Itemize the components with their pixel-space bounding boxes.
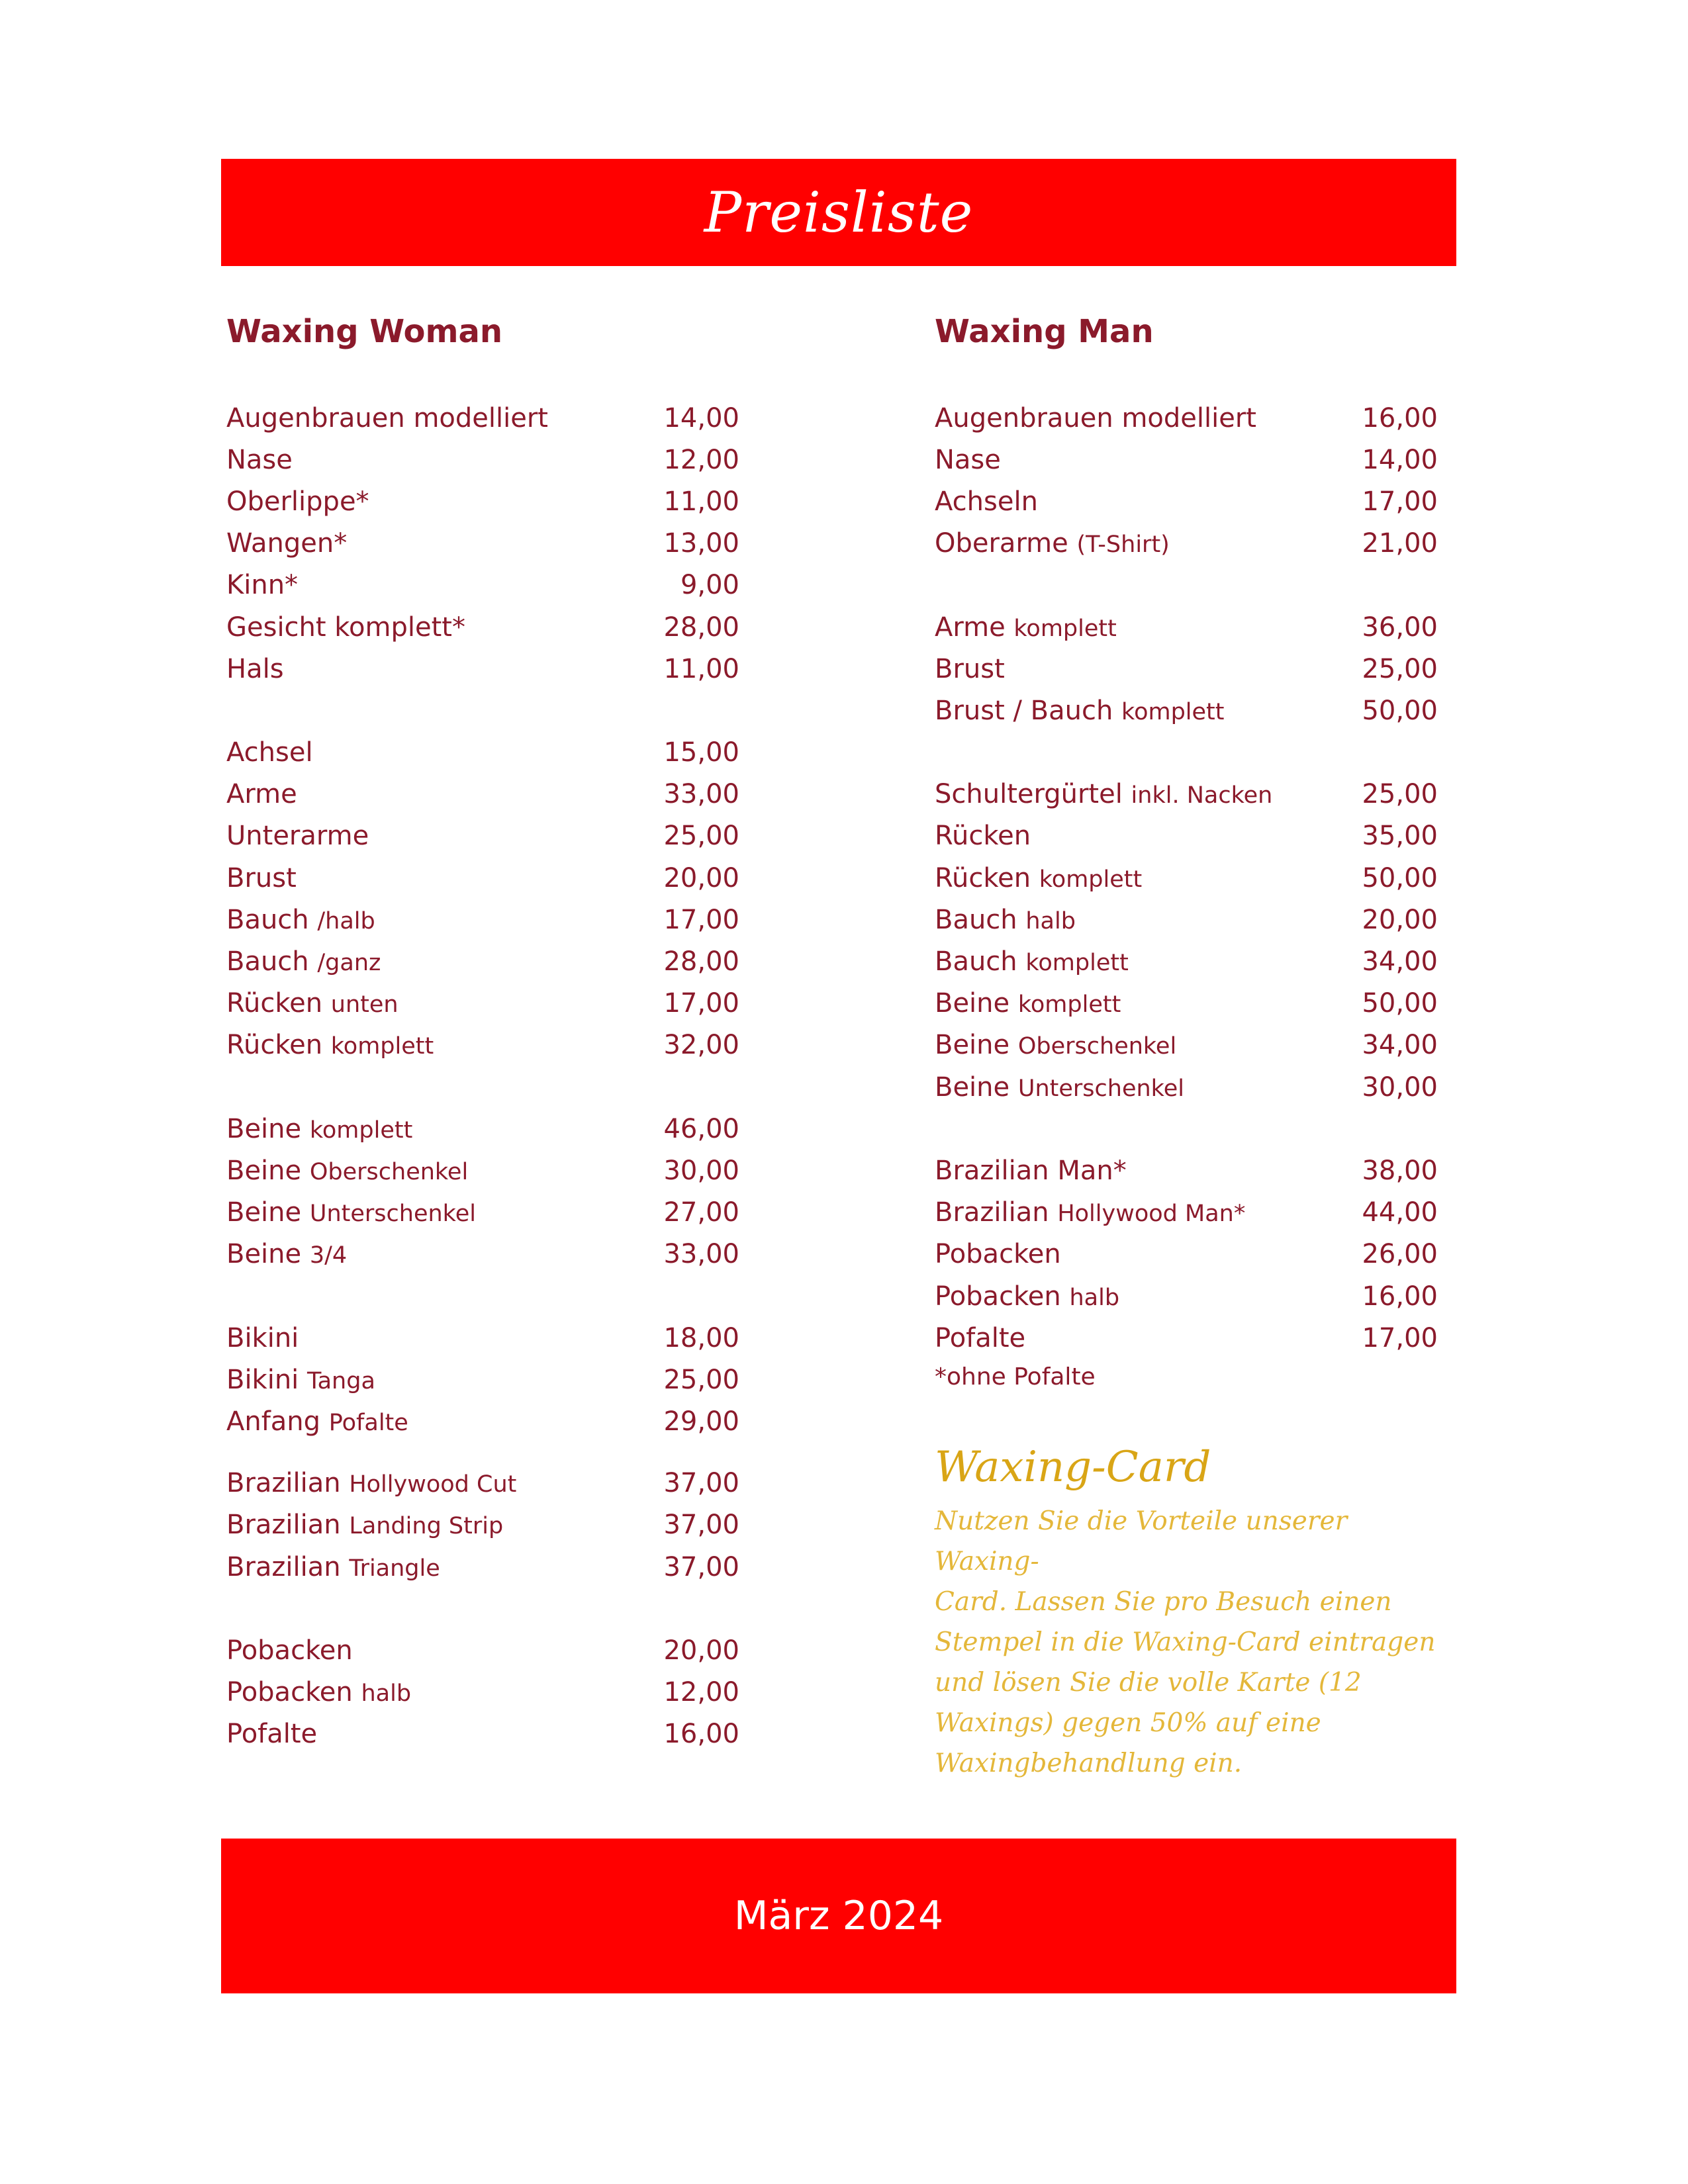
item-label (226, 1113, 413, 1144)
item-detail: komplett (1013, 615, 1117, 642)
item-label (226, 1030, 434, 1061)
price-row (226, 480, 743, 522)
item-label (935, 1071, 1184, 1103)
price-row (935, 983, 1438, 1024)
item-price: 26,00 (1362, 1239, 1438, 1270)
item-label (226, 1637, 353, 1664)
item-label (226, 1199, 476, 1226)
waxing-card-line: Waxingbehandlung ein. (935, 1749, 1243, 1778)
item-detail: inkl. Nacken (1131, 782, 1273, 809)
item-name: Rücken (226, 1030, 323, 1061)
item-name: Pobacken (226, 1677, 353, 1708)
item-label (935, 614, 1117, 641)
price-row (935, 940, 1438, 982)
item-price: 34,00 (1362, 1030, 1438, 1061)
item-label (935, 530, 1170, 557)
item-name: Brazilian (226, 1551, 341, 1582)
price-row (226, 1150, 743, 1191)
price-row (226, 774, 743, 815)
item-detail: komplett (1039, 866, 1143, 893)
item-label (226, 904, 375, 935)
price-row (935, 690, 1438, 731)
section-heading-woman: Waxing Woman (226, 313, 503, 350)
group-spacer (226, 1443, 743, 1463)
price-row (226, 1463, 743, 1504)
item-name: Arme (935, 612, 1006, 643)
item-name: Kinn* (226, 570, 299, 601)
price-row (226, 732, 743, 774)
footer-date: März 2024 (733, 1893, 944, 1939)
item-label (226, 653, 284, 684)
item-label (226, 862, 297, 893)
item-label (226, 1679, 411, 1706)
item-price: 25,00 (663, 1364, 739, 1395)
item-price: 12,00 (663, 1677, 739, 1708)
item-price: 28,00 (663, 612, 739, 643)
item-detail: /halb (317, 907, 375, 934)
item-price: 25,00 (663, 821, 739, 852)
item-price: 12,00 (663, 444, 739, 475)
item-price: 50,00 (1362, 988, 1438, 1019)
item-name: Arme (226, 779, 297, 810)
item-detail: Unterschenkel (1017, 1075, 1184, 1102)
waxing-man-column (935, 304, 1438, 1395)
item-name: Bikini (226, 1364, 299, 1395)
item-price: 32,00 (663, 1030, 739, 1061)
price-row (935, 899, 1438, 940)
item-label (935, 488, 1038, 515)
footer-bar (221, 1839, 1456, 1993)
item-name: Pobacken (935, 1239, 1061, 1270)
item-name: Pobacken (226, 1635, 353, 1666)
item-detail: komplett (1017, 991, 1121, 1019)
price-row (226, 1234, 743, 1275)
item-label (226, 530, 347, 557)
item-price: 17,00 (1362, 486, 1438, 517)
item-name: Brust / Bauch (935, 695, 1113, 726)
price-row (226, 1713, 743, 1755)
item-label (935, 695, 1225, 726)
item-name: Brazilian (935, 1197, 1049, 1228)
price-list-woman (226, 397, 743, 1755)
price-row (226, 397, 743, 439)
item-name: Nase (935, 444, 1001, 475)
item-detail: Landing Strip (349, 1513, 504, 1540)
item-name: Beine (226, 1197, 302, 1228)
item-detail: 3/4 (309, 1242, 348, 1269)
price-row (226, 899, 743, 940)
item-label (935, 946, 1129, 978)
group-spacer (935, 565, 1438, 606)
item-price: 33,00 (663, 779, 739, 810)
item-price: 36,00 (1362, 612, 1438, 643)
item-detail: halb (1025, 907, 1076, 934)
item-price: 20,00 (1362, 904, 1438, 935)
item-label (226, 614, 465, 641)
item-price: 11,00 (663, 486, 739, 517)
price-row (935, 1234, 1438, 1275)
item-name: Wangen* (226, 528, 348, 559)
item-name: Brazilian (226, 1510, 341, 1541)
section-heading-man: Waxing Man (935, 313, 1154, 350)
item-name: Anfang (226, 1406, 321, 1437)
item-name: Oberarme (935, 528, 1068, 559)
item-label (226, 821, 369, 852)
price-list-man (935, 397, 1438, 1359)
item-name: Bauch (226, 946, 309, 978)
page-title: Preisliste (704, 180, 974, 245)
item-label (226, 739, 313, 766)
item-price: 44,00 (1362, 1197, 1438, 1228)
price-row (935, 606, 1438, 648)
item-label (226, 1364, 375, 1395)
price-row (226, 857, 743, 899)
price-row (226, 940, 743, 982)
item-price: 50,00 (1362, 695, 1438, 726)
group-spacer (935, 1108, 1438, 1150)
item-price: 17,00 (1362, 1322, 1438, 1353)
price-row (226, 1359, 743, 1400)
price-row (226, 1629, 743, 1671)
item-name: Rücken (226, 988, 323, 1019)
item-name: Bauch (935, 946, 1017, 978)
footnote: *ohne Pofalte (935, 1363, 1096, 1391)
item-price: 37,00 (663, 1468, 739, 1499)
price-row (935, 815, 1438, 857)
item-name: Gesicht komplett* (226, 612, 465, 643)
item-price: 30,00 (1362, 1071, 1438, 1103)
item-detail: halb (1069, 1284, 1120, 1311)
item-label (935, 1030, 1177, 1061)
item-label (226, 946, 381, 978)
item-name: Schultergürtel (935, 779, 1123, 810)
item-name: Brazilian (226, 1468, 341, 1499)
price-row (226, 565, 743, 606)
item-price: 16,00 (1362, 402, 1438, 433)
item-label (226, 1239, 348, 1270)
item-name: Brust (226, 862, 297, 893)
item-price: 37,00 (663, 1551, 739, 1582)
waxing-card-box (935, 1443, 1458, 1784)
item-label (935, 1199, 1245, 1226)
item-price: 33,00 (663, 1239, 739, 1270)
price-row (226, 439, 743, 480)
price-row (226, 523, 743, 565)
item-detail: komplett (330, 1033, 434, 1060)
item-label (226, 779, 297, 810)
item-price: 11,00 (663, 653, 739, 684)
price-row (226, 606, 743, 648)
item-price: 14,00 (1362, 444, 1438, 475)
item-label (226, 1155, 469, 1186)
item-name: Rücken (935, 862, 1031, 893)
item-label (226, 402, 548, 433)
waxing-card-line: und lösen Sie die volle Karte (12 (935, 1668, 1362, 1698)
item-name: Achsel (226, 737, 313, 768)
item-name: Bauch (226, 904, 309, 935)
item-name: Rücken (935, 821, 1031, 852)
item-name: Beine (935, 1030, 1010, 1061)
price-row (935, 1275, 1438, 1317)
item-name: Bauch (935, 904, 1017, 935)
item-price: 14,00 (663, 402, 739, 433)
item-label (226, 444, 293, 475)
item-detail: (T-Shirt) (1076, 531, 1170, 559)
group-spacer (226, 690, 743, 731)
item-name: Brazilian Man* (935, 1155, 1127, 1186)
item-name: Bikini (226, 1322, 299, 1353)
price-row (935, 1150, 1438, 1191)
item-label (935, 904, 1076, 935)
item-label (935, 402, 1256, 433)
item-price: 9,00 (680, 570, 739, 601)
item-label (935, 444, 1001, 475)
item-price: 16,00 (663, 1719, 739, 1750)
item-label (935, 1155, 1127, 1186)
item-detail: komplett (309, 1116, 413, 1144)
item-label (226, 488, 369, 515)
item-price: 16,00 (1362, 1281, 1438, 1312)
price-row (226, 1672, 743, 1713)
header-bar (221, 159, 1456, 266)
item-name: Augenbrauen modelliert (935, 402, 1256, 433)
item-price: 30,00 (663, 1155, 739, 1186)
item-price: 21,00 (1362, 528, 1438, 559)
item-detail: Pofalte (328, 1410, 408, 1437)
price-row (935, 523, 1438, 565)
item-price: 27,00 (663, 1197, 739, 1228)
group-spacer (935, 732, 1438, 774)
price-row (226, 1504, 743, 1546)
item-label (226, 1322, 299, 1353)
item-name: Beine (226, 1239, 302, 1270)
item-price: 50,00 (1362, 862, 1438, 893)
item-label (935, 653, 1005, 684)
item-label (935, 990, 1121, 1017)
item-price: 13,00 (663, 528, 739, 559)
item-price: 25,00 (1362, 653, 1438, 684)
item-detail: Oberschenkel (1017, 1033, 1177, 1060)
item-detail: Hollywood Cut (349, 1471, 517, 1498)
item-name: Beine (226, 1113, 302, 1144)
waxing-card-line: Card. Lassen Sie pro Besuch einen (935, 1587, 1392, 1617)
item-name: Pobacken (935, 1281, 1061, 1312)
price-row (935, 857, 1438, 899)
group-spacer (226, 1275, 743, 1317)
item-name: Unterarme (226, 821, 369, 852)
item-price: 35,00 (1362, 821, 1438, 852)
item-name: Beine (935, 1071, 1010, 1103)
price-row (935, 1066, 1438, 1108)
item-label (935, 821, 1031, 852)
price-row (226, 1546, 743, 1588)
item-price: 20,00 (663, 1635, 739, 1666)
item-price: 29,00 (663, 1406, 739, 1437)
item-detail: komplett (1025, 950, 1129, 977)
item-name: Oberlippe* (226, 486, 369, 517)
item-label (226, 990, 399, 1017)
waxing-card-line: Nutzen Sie die Vorteile unserer Waxing- (935, 1506, 1348, 1576)
item-name: Nase (226, 444, 293, 475)
item-detail: halb (361, 1680, 412, 1707)
group-spacer (226, 1066, 743, 1108)
item-name: Achseln (935, 486, 1038, 517)
item-price: 15,00 (663, 737, 739, 768)
item-name: Pofalte (935, 1322, 1026, 1353)
waxing-card-text (935, 1501, 1458, 1784)
item-label (226, 570, 299, 601)
price-row (935, 480, 1438, 522)
item-price: 25,00 (1362, 779, 1438, 810)
item-price: 34,00 (1362, 946, 1438, 978)
item-label (226, 1408, 408, 1435)
item-name: Pofalte (226, 1719, 318, 1750)
item-label (935, 862, 1143, 893)
item-detail: Tanga (307, 1367, 375, 1394)
item-detail: komplett (1121, 698, 1225, 725)
item-label (935, 1283, 1119, 1310)
waxing-card-title: Waxing-Card (935, 1443, 1211, 1492)
item-label (226, 1468, 517, 1499)
price-row (226, 983, 743, 1024)
price-row (226, 1317, 743, 1359)
price-row (935, 774, 1438, 815)
item-name: Beine (226, 1155, 302, 1186)
price-row (226, 1192, 743, 1234)
item-detail: unten (330, 991, 399, 1019)
item-detail: Hollywood Man* (1057, 1201, 1246, 1228)
item-price: 38,00 (1362, 1155, 1438, 1186)
price-row (226, 1024, 743, 1066)
item-name: Hals (226, 653, 284, 684)
item-price: 20,00 (663, 862, 739, 893)
price-row (935, 1024, 1438, 1066)
waxing-card-line: Stempel in die Waxing-Card eintragen (935, 1627, 1436, 1657)
item-label (935, 1322, 1026, 1353)
item-detail: Unterschenkel (309, 1201, 476, 1228)
waxing-card-line: Waxings) gegen 50% auf eine (935, 1708, 1321, 1738)
item-name: Augenbrauen modelliert (226, 402, 548, 433)
price-row (226, 648, 743, 690)
waxing-woman-column (226, 304, 743, 1755)
item-label (226, 1510, 504, 1541)
price-row (226, 1108, 743, 1150)
item-price: 46,00 (663, 1113, 739, 1144)
price-row (935, 439, 1438, 480)
item-detail: /ganz (317, 950, 381, 977)
item-label (226, 1719, 318, 1750)
item-price: 17,00 (663, 904, 739, 935)
item-price: 28,00 (663, 946, 739, 978)
price-row (935, 648, 1438, 690)
price-row (935, 1192, 1438, 1234)
item-price: 18,00 (663, 1322, 739, 1353)
item-name: Beine (935, 988, 1010, 1019)
item-label (935, 1239, 1061, 1270)
item-label (935, 779, 1273, 810)
item-price: 37,00 (663, 1510, 739, 1541)
price-row (935, 397, 1438, 439)
group-spacer (226, 1588, 743, 1629)
item-detail: Oberschenkel (309, 1158, 469, 1185)
item-label (226, 1551, 440, 1582)
price-row (226, 1401, 743, 1443)
item-price: 17,00 (663, 988, 739, 1019)
price-row (935, 1317, 1438, 1359)
item-name: Brust (935, 653, 1005, 684)
item-detail: Triangle (349, 1555, 440, 1582)
price-row (226, 815, 743, 857)
